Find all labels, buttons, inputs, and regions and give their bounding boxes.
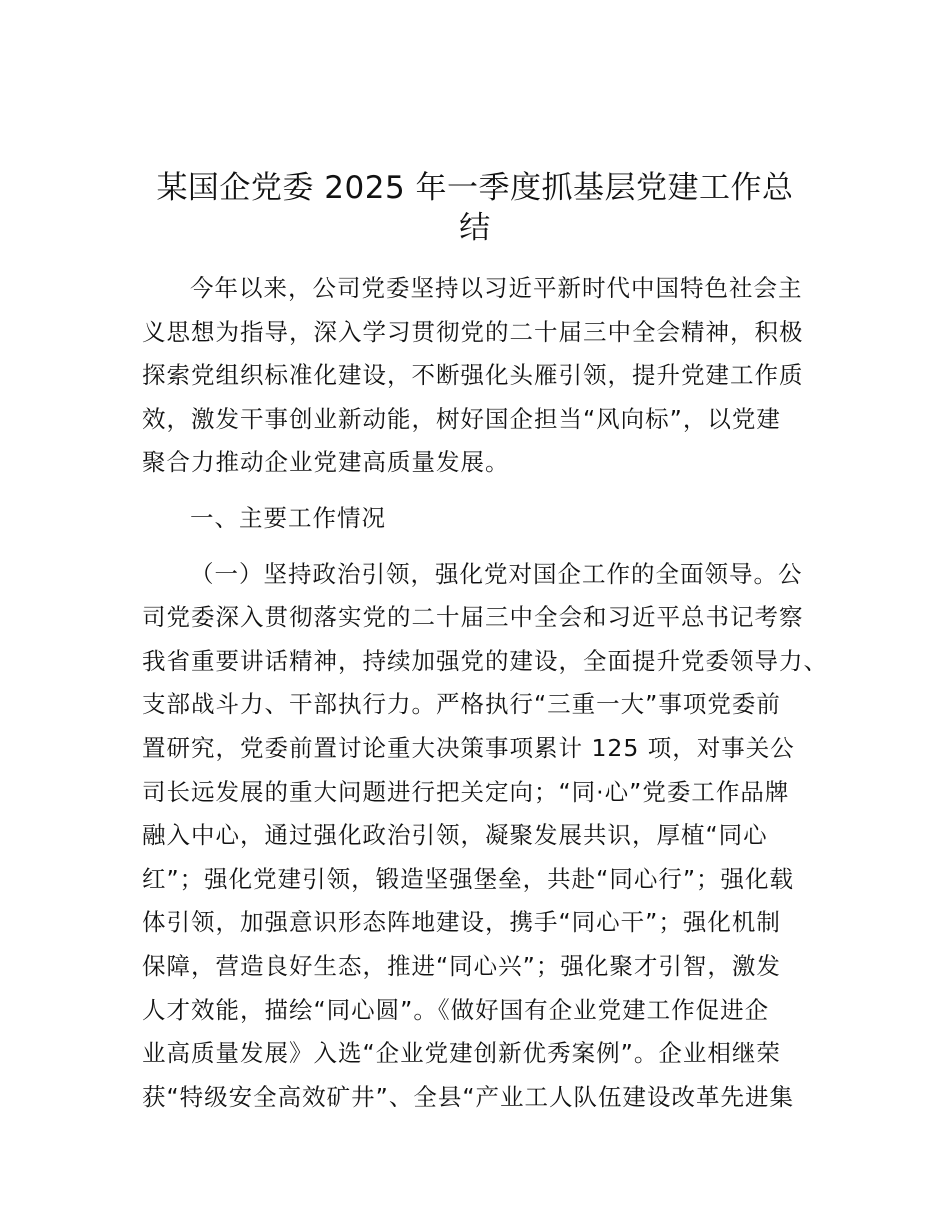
text-line: 保障，营造良好生态，推进“同心兴”；强化聚才引智，激发 <box>142 951 781 980</box>
text-line: 置研究，党委前置讨论重大决策事项累计 125 项，对事关公 <box>142 733 795 762</box>
title-line: 某国企党委 2025 年一季度抓基层党建工作总 <box>156 170 794 206</box>
text-line: 义思想为指导，深入学习贯彻党的二十届三中全会精神，积极 <box>142 317 804 346</box>
text-line: 融入中心，通过强化政治引领，凝聚发展共识，厚植“同心 <box>142 821 768 850</box>
paragraph-intro <box>142 267 822 485</box>
document-title <box>142 168 808 248</box>
text-line: 一、主要工作情况 <box>190 503 386 532</box>
text-line: 业高质量发展》入选“企业党建创新优秀案例”。企业相继荣 <box>142 1039 781 1068</box>
text-line: 今年以来，公司党委坚持以习近平新时代中国特色社会主 <box>190 274 803 302</box>
text-line: 红”；强化党建引领，锻造坚强堡垒，共赴“同心行”；强化载 <box>142 864 795 893</box>
text-line: 司长远发展的重大问题进行把关定向；“同·心”党委工作品牌 <box>142 777 790 806</box>
text-line: （一）坚持政治引领，强化党对国企工作的全面领导。公 <box>190 559 803 588</box>
text-line: 探索党组织标准化建设，不断强化头雁引领，提升党建工作质 <box>142 361 804 390</box>
text-line: 人才效能，描绘“同心圆”。《做好国有企业党建工作促进企 <box>142 995 770 1024</box>
section-heading <box>142 497 822 541</box>
text-line: 我省重要讲话精神，持续加强党的建设，全面提升党委领导力、 <box>142 646 828 675</box>
text-line: 体引领，加强意识形态阵地建设，携手“同心干”；强化机制 <box>142 908 781 937</box>
text-line: 支部战斗力、干部执行力。严格执行“三重一大”事项党委前 <box>142 690 781 719</box>
paragraph-political-leadership <box>142 553 828 1120</box>
paragraph-spacer <box>142 541 822 553</box>
document-body <box>142 267 828 1119</box>
text-line: 效，激发干事创业新动能，树好国企担当“风向标”，以党建 <box>142 404 781 433</box>
paragraph-spacer <box>142 485 822 497</box>
text-line: 司党委深入贯彻落实党的二十届三中全会和习近平总书记考察 <box>142 603 804 632</box>
text-line: 获“特级安全高效矿井”、全县“产业工人队伍建设改革先进集 <box>142 1082 795 1111</box>
title-line: 结 <box>459 210 491 246</box>
text-line: 聚合力推动企业党建高质量发展。 <box>142 448 510 477</box>
